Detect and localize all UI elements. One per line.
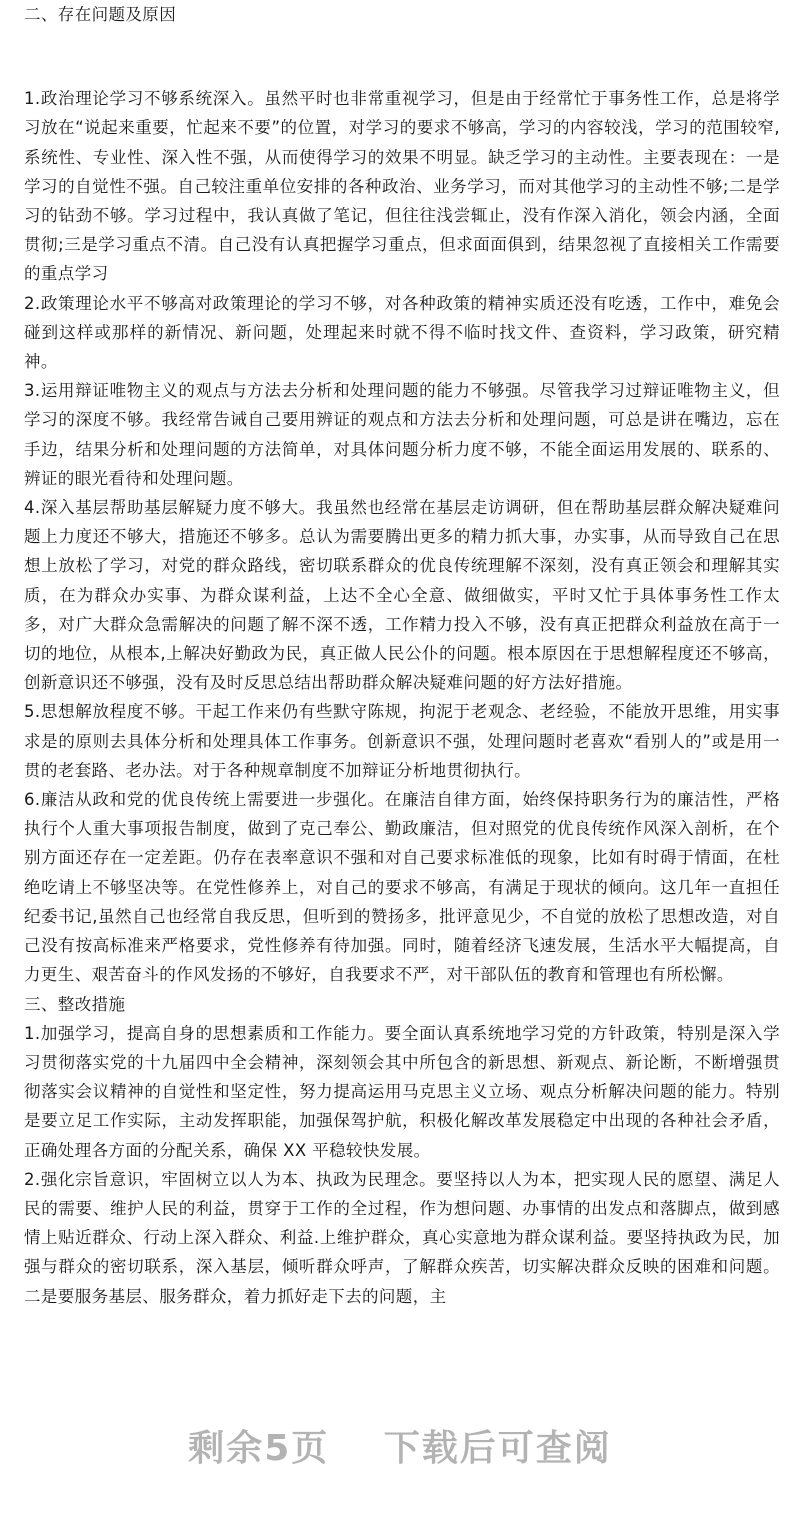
problem-item-5: 5.思想解放程度不够。干起工作来仍有些默守陈规，拘泥于老观念、老经验，不能放开思维，用实事求是的原则去具体分析和处理具体工作事务。创新意识不强，处理问题时老喜欢“看别人的”或是用一贯的老套路、老办法。对于各种规章制度不加辩证分析地贯彻执行。: [24, 702, 780, 780]
problem-item-3: 3.运用辩证唯物主义的观点与方法去分析和处理问题的能力不够强。尽管我学习过辩证唯物主义，但学习的深度不够。我经常告诫自己要用辨证的观点和方法去分析和处理问题，可总是讲在嘴边，忘在手边，结果分析和处理问题的方法简单，对具体问题分析力度不够，不能全面运用发展的、联系的、辨证的眼光看待和处理问题。: [24, 381, 780, 488]
measure-item-1: 1.加强学习，提高自身的思想素质和工作能力。要全面认真系统地学习党的方针政策，特别是深入学习贯彻落实党的十九届四中全会精神，深刻领会其中所包含的新思想、新观点、新论断，不断增强贯彻落实会议精神的自觉性和坚定性，努力提高运用马克思主义立场、观点分析解决问题的能力。特别是要立足工作实际，主动发挥职能，加强保驾护航，积极化解改革发展稳定中出现的各种社会矛盾，正确处理各方面的分配关系，确保 XX 平稳较快发展。: [24, 1023, 780, 1160]
problem-item-4: 4.深入基层帮助基层解疑力度不够大。我虽然也经常在基层走访调研，但在帮助基层群众解决疑难问题上力度还不够大，措施还不够多。总认为需要腾出更多的精力抓大事，办实事，从而导致自己在思想上放松了学习，对党的群众路线，密切联系群众的优良传统理解不深刻，没有真正领会和理解其实质，在为群众办实事、为群众谋利益，上达不全心全意、做细做实，平时又忙于具体事务性工作太多，对广大群众急需解决的问题了解不深不透，工作精力投入不够，没有真正把群众利益放在高于一切的地位，从根本,上解决好勤政为民，真正做人民公仆的问题。根本原因在于思想解程度还不够高，创新意识还不够强，没有及时反思总结出帮助群众解决疑难问题的好方法好措施。: [24, 498, 780, 693]
problem-item-1: 1.政治理论学习不够系统深入。虽然平时也非常重视学习，但是由于经常忙于事务性工作，总是将学习放在“说起来重要，忙起来不要”的位置，对学习的要求不够高，学习的内容较浅，学习的范围较窄,系统性、专业性、深入性不强，从而使得学习的效果不明显。缺乏学习的主动性。主要表现在：一是学习的自觉性不强。自己较注重单位安排的各种政治、业务学习，而对其他学习的主动性不够;二是学习的钻劲不够。学习过程中，我认真做了笔记，但往往浅尝辄止，没有作深入消化，领会内涵，全面贯彻;三是学习重点不清。自己没有认真把握学习重点，但求面面俱到，结果忽视了直接相关工作需要的重点学习: [24, 89, 780, 284]
measure-item-2: 2.强化宗旨意识，牢固树立以人为本、执政为民理念。要坚持以人为本，把实现人民的愿望、满足人民的需要、维护人民的利益，贯穿于工作的全过程，作为想问题、办事情的出发点和落脚点，做到感情上贴近群众、行动上深入群众、利益.上维护群众，真心实意地为群众谋利益。要坚持执政为民，加强与群众的密切联系，深入基层，倾听群众呼声，了解群众疾苦，切实解决群众反映的困难和问题。二是要服务基层、服务群众，着力抓好走下去的问题，主: [24, 1169, 780, 1306]
problem-item-2: 2.政策理论水平不够高对政策理论的学习不够，对各种政策的精神实质还没有吃透，工作中，难免会碰到这样或那样的新情况、新问题，处理起来时就不得不临时找文件、查资料，学习政策，研究精神。: [24, 293, 780, 372]
section-heading-measures: 三、整改措施: [24, 994, 126, 1014]
problem-item-6: 6.廉洁从政和党的优良传统上需要进一步强化。在廉洁自律方面，始终保持职务行为的廉洁性，严格执行个人重大事项报告制度，做到了克己奉公、勤政廉洁，但对照党的优良传统作风深入剖析，在个别方面还存在一定差距。仍存在表率意识不强和对自己要求标准低的现象，比如有时碍于情面，在杜绝吃请上不够坚决等。在党性修养上，对自己的要求不够高，有满足于现状的倾向。这几年一直担任纪委书记,虽然自己也经常自我反思，但听到的赞扬多，批评意见少，不自觉的放松了思想改造，对自己没有按高标准来严格要求，党性修养有待加强。同时，随着经济飞速发展，生活水平大幅提高，自力更生、艰苦奋斗的作风发扬的不够好，自我要求不严，对干部队伍的教育和管理也有所松懈。: [24, 790, 780, 985]
download-to-view-text: 下载后可查阅: [383, 1428, 612, 1469]
download-banner[interactable]: [0, 1420, 800, 1471]
remaining-pages-text: 剩余5页: [188, 1428, 330, 1469]
document-body: [24, 0, 780, 1311]
section-heading-problems: 二、存在问题及原因: [24, 5, 177, 24]
